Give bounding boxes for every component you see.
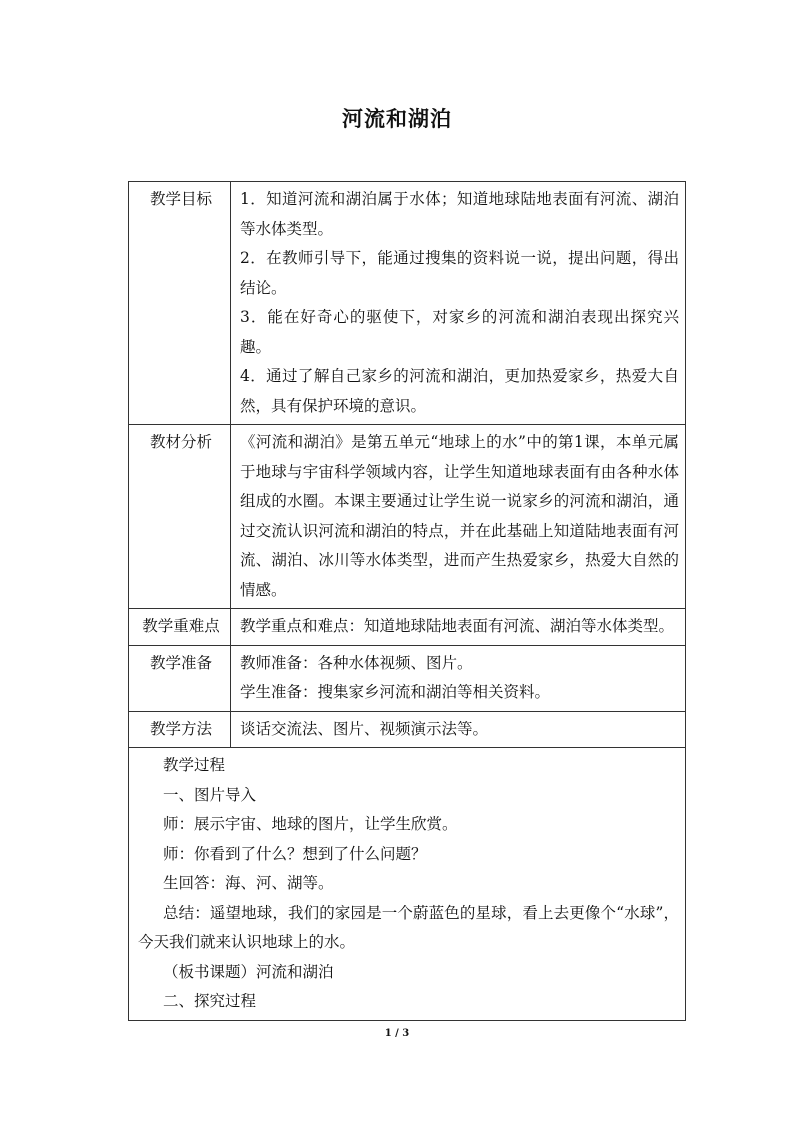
- row-content-analysis: [231, 425, 686, 609]
- table-row-analysis: [129, 425, 686, 609]
- preparation-item: 教师准备：各种水体视频、图片。: [240, 653, 473, 672]
- table-row-preparation: [129, 645, 686, 711]
- objective-item: 2．在教师引导下，能通过搜集的资料说一说，提出问题，得出结论。: [240, 249, 679, 297]
- table-row-methods: [129, 711, 686, 748]
- row-content-objectives: [231, 182, 686, 425]
- row-label-key-points: 教学重难点: [129, 609, 231, 646]
- page-indicator: 1 / 3: [384, 1028, 410, 1039]
- process-line: 二、探究过程: [163, 992, 257, 1010]
- row-content-preparation: [231, 645, 686, 711]
- lesson-plan-table: [128, 181, 686, 1021]
- analysis-text: 《河流和湖泊》是第五单元“地球上的水”中的第1课，本单元属于地球与宇宙科学领域内容，让学生知道地球表面有由各种水体组成的水圈。本课主要通过让学生说一说家乡的河流和湖泊，通过交流认识河流和湖泊的特点，并在此基础上知道陆地表面有河流、湖泊、冰川等水体类型，进而产生热爱家乡，热爱大自然的情感。: [240, 433, 679, 599]
- objective-item: 4．通过了解自己家乡的河流和湖泊，更加热爱家乡，热爱大自然，具有保护环境的意识。: [240, 367, 679, 415]
- process-line: 师：你看到了什么？想到了什么问题？: [163, 844, 427, 863]
- row-label-objectives: 教学目标: [129, 182, 231, 425]
- methods-text: 谈话交流法、图片、视频演示法等。: [240, 719, 489, 738]
- row-content-key-points: [231, 609, 686, 646]
- process-line: 一、图片导入: [163, 785, 257, 804]
- preparation-item: 学生准备：搜集家乡河流和湖泊等相关资料。: [240, 683, 551, 701]
- row-label-methods: 教学方法: [129, 711, 231, 748]
- row-label-preparation: 教学准备: [129, 645, 231, 711]
- table-row-objectives: [129, 182, 686, 425]
- table-row-key-points: [129, 609, 686, 646]
- process-cell: [129, 748, 686, 1021]
- process-line: 生回答：海、河、湖等。: [163, 874, 334, 892]
- process-heading: 教学过程: [163, 756, 226, 774]
- process-line: 师：展示宇宙、地球的图片，让学生欣赏。: [163, 815, 458, 833]
- table-row-process: [129, 748, 686, 1021]
- objective-item: 3．能在好奇心的驱使下，对家乡的河流和湖泊表现出探究兴趣。: [240, 308, 679, 356]
- row-content-methods: [231, 711, 686, 748]
- key-points-text: 教学重点和难点：知道地球陆地表面有河流、湖泊等水体类型。: [240, 617, 675, 635]
- document-title: 河流和湖泊: [342, 106, 452, 131]
- row-label-analysis: 教材分析: [129, 425, 231, 609]
- process-line: 总结：遥望地球，我们的家园是一个蔚蓝色的星球，看上去更像个“水球”，今天我们就来认识地球上的水。: [138, 903, 679, 951]
- process-line: （板书课题）河流和湖泊: [163, 962, 334, 981]
- objective-item: 1．知道河流和湖泊属于水体；知道地球陆地表面有河流、湖泊等水体类型。: [240, 190, 679, 238]
